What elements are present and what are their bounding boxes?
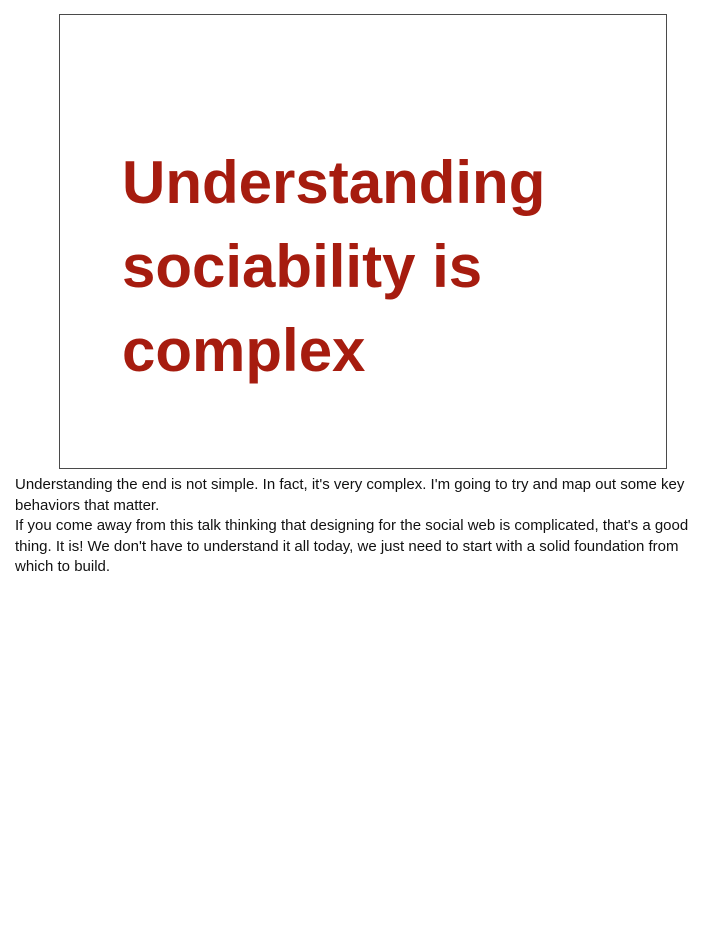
slide-frame [59,14,667,469]
slide-title-line-1: Understanding [122,149,546,216]
notes-paragraph-1: Understanding the end is not simple. In fact, it's very complex. I'm going to try and map out some key behaviors that matter. [15,476,685,514]
slide-title-line-2: sociability is [122,233,483,300]
slide-title [122,141,642,393]
speaker-notes [15,475,720,578]
notes-paragraph-2: If you come away from this talk thinking that designing for the social web is complicated, that's a good thing. It is! We don't have to understand it all today, we just need to start with a solid foundation from which to build. [15,517,689,575]
slide-title-line-3: complex [122,317,366,384]
